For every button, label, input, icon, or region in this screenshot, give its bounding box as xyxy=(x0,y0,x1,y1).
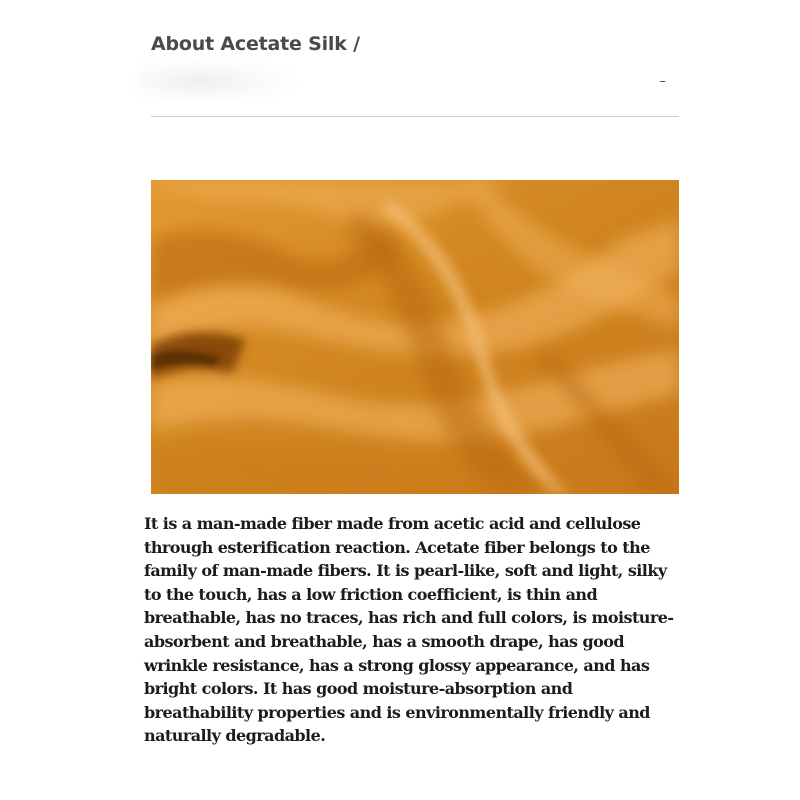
page-title: About Acetate Silk / xyxy=(151,33,360,55)
fabric-image xyxy=(151,180,679,494)
section-header xyxy=(151,30,679,118)
header-divider xyxy=(151,116,679,117)
description-text: It is a man-made fiber made from acetic acid and cellulose through esterification reaction. Acetate fiber belongs to the family of man-made fibers. It is pearl-like, soft and light, silky to the touch, has a low friction coefficient, is thin and breathable, has no traces, has rich and full colors, is moisture-absorbent and breathable, has a smooth drape, has good wrinkle resistance, has a strong glossy appearance, and has bright colors. It has good moisture-absorption and breathability properties and is environmentally friendly and naturally degradable. xyxy=(144,514,674,746)
blurred-subtitle xyxy=(137,58,297,100)
collapse-icon[interactable]: – xyxy=(659,74,666,89)
satin-illustration xyxy=(151,180,679,494)
